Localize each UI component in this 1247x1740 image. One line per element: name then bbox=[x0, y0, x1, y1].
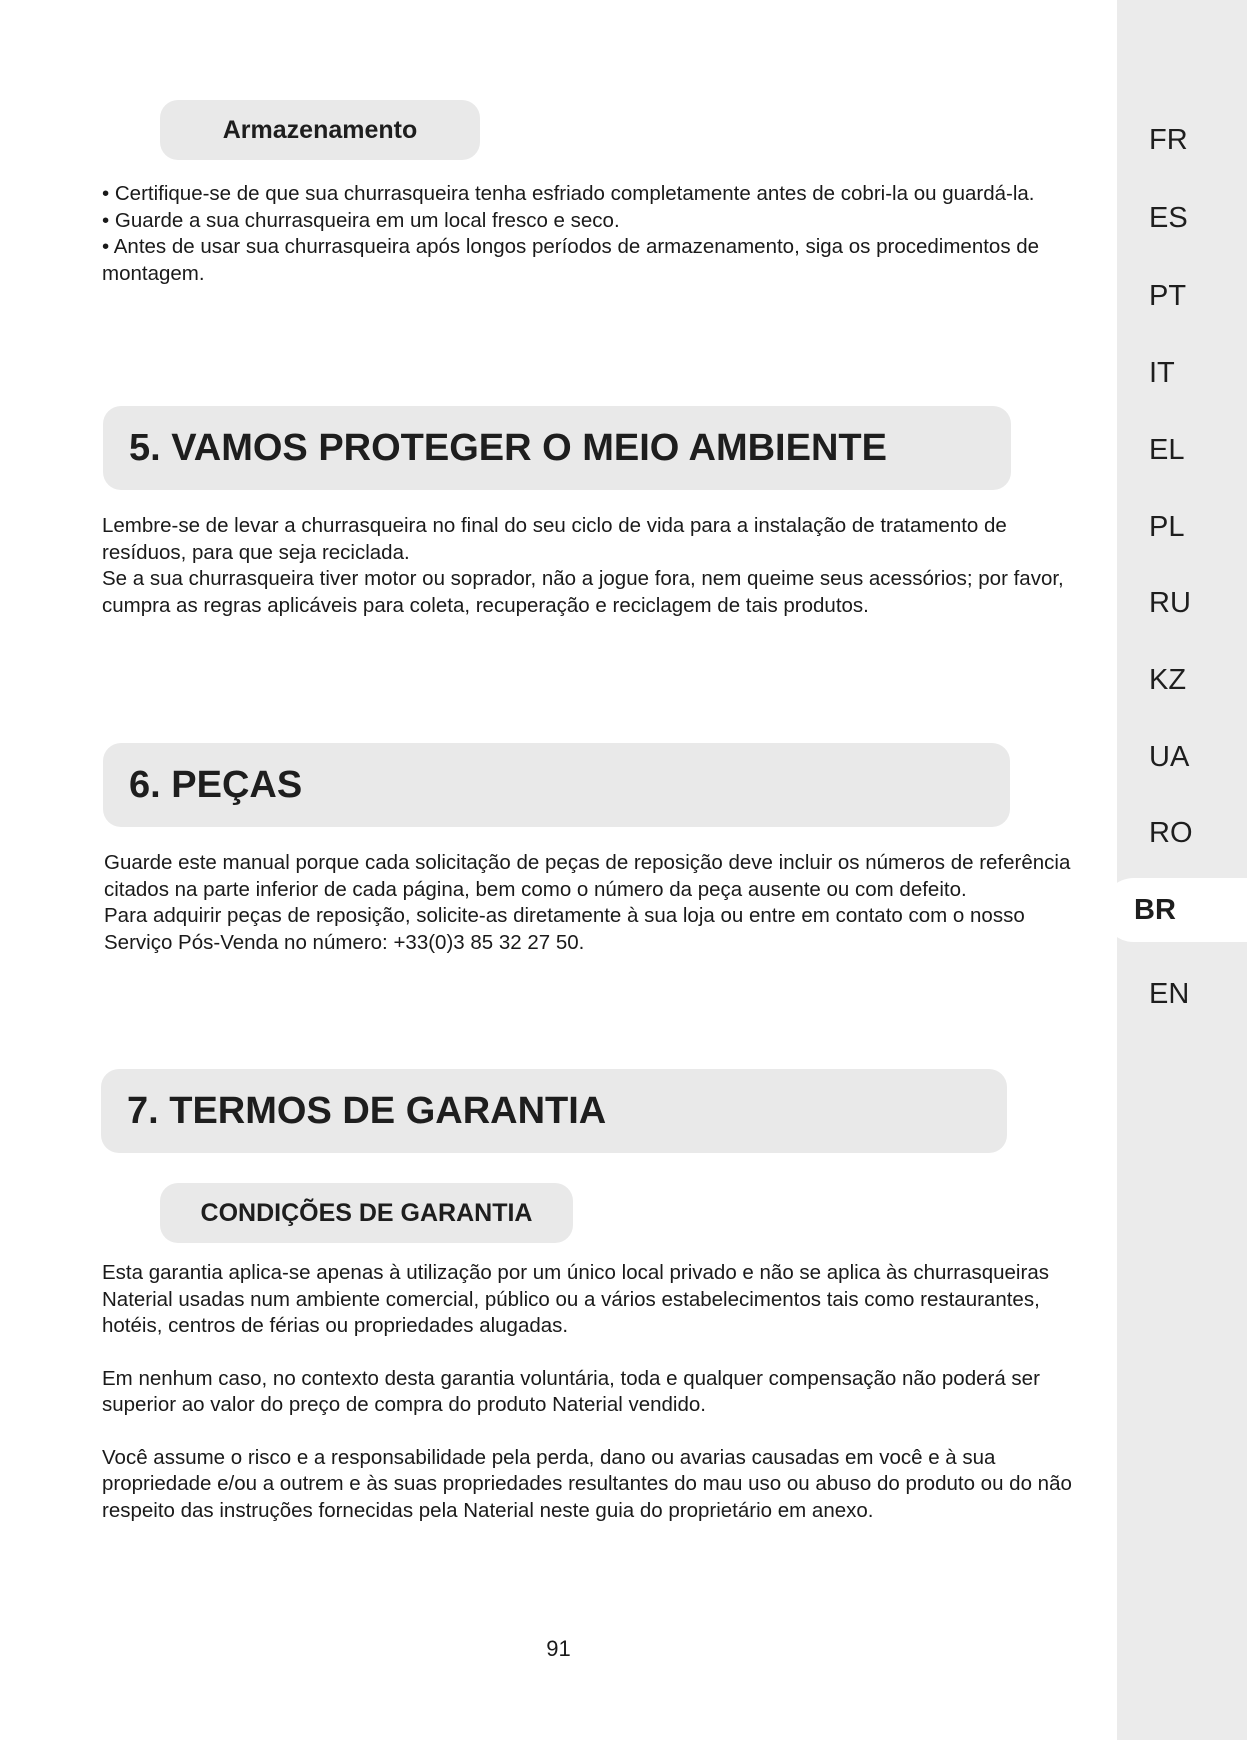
armazenamento-bullets bbox=[102, 181, 1082, 287]
garantia-paragraph-3: Você assume o risco e a responsabilidade pela perda, dano ou avarias causadas em você e à sua propriedade e/ou a outrem e às suas propriedades resultantes do mau uso ou abuso do produto ou do não respeito das instruções fornecidas pela Naterial neste guia do proprietário em anexo. bbox=[102, 1445, 1072, 1522]
armazenamento-bullet-1: • Certifique-se de que sua churrasqueira tenha esfriado completamente antes de cobri-la ou guardá-la. bbox=[102, 182, 1035, 205]
garantia-paragraph-1: Esta garantia aplica-se apenas à utilização por um único local privado e não se aplica às churrasqueiras Naterial usadas num ambiente comercial, público ou a vários estabelecimentos tais como restaurantes, hotéis, centros de férias ou propriedades alugadas. bbox=[102, 1261, 1049, 1337]
lang-tab-fr[interactable]: FR bbox=[1149, 124, 1188, 156]
garantia-heading: 7. TERMOS DE GARANTIA bbox=[101, 1069, 1007, 1153]
lang-tab-br[interactable]: BR bbox=[1102, 878, 1247, 942]
lang-tab-en[interactable]: EN bbox=[1149, 978, 1190, 1010]
garantia-subheading: CONDIÇÕES DE GARANTIA bbox=[160, 1183, 573, 1243]
pecas-paragraph-2: Para adquirir peças de reposição, solicite-as diretamente à sua loja ou entre em contato com o nosso Serviço Pós-Venda no número: +33(0)3 85 32 27 50. bbox=[104, 904, 1025, 954]
pecas-paragraph-1: Guarde este manual porque cada solicitação de peças de reposição deve incluir os números de referência citados na parte inferior de cada página, bem como o número da peça ausente ou com defeito. bbox=[104, 851, 1071, 901]
language-sidebar bbox=[1117, 0, 1247, 1740]
pecas-heading: 6. PEÇAS bbox=[103, 743, 1010, 827]
lang-tab-it[interactable]: IT bbox=[1149, 357, 1175, 389]
lang-tab-kz[interactable]: KZ bbox=[1149, 664, 1187, 696]
garantia-text bbox=[102, 1260, 1087, 1524]
armazenamento-bullet-3: • Antes de usar sua churrasqueira após longos períodos de armazenamento, siga os procedimentos de montagem. bbox=[102, 235, 1040, 285]
garantia-paragraph-2: Em nenhum caso, no contexto desta garantia voluntária, toda e qualquer compensação não poderá ser superior ao valor do preço de compra do produto Naterial vendido. bbox=[102, 1366, 1040, 1416]
page-number: 91 bbox=[546, 1636, 571, 1661]
lang-tab-ro[interactable]: RO bbox=[1149, 817, 1193, 849]
lang-tab-pl[interactable]: PL bbox=[1149, 511, 1185, 543]
meio-ambiente-paragraph-2: Se a sua churrasqueira tiver motor ou soprador, não a jogue fora, nem queime seus acessórios; por favor, cumpra as regras aplicáveis para coleta, recuperação e reciclagem de tais produtos. bbox=[102, 567, 1064, 617]
pecas-text bbox=[104, 850, 1079, 956]
lang-tab-ru[interactable]: RU bbox=[1149, 587, 1191, 619]
meio-ambiente-paragraph-1: Lembre-se de levar a churrasqueira no final do seu ciclo de vida para a instalação de tratamento de resíduos, para que seja reciclada. bbox=[102, 514, 1007, 564]
lang-tab-pt[interactable]: PT bbox=[1149, 280, 1187, 312]
lang-tab-es[interactable]: ES bbox=[1149, 202, 1188, 234]
meio-ambiente-text bbox=[102, 513, 1087, 619]
meio-ambiente-heading: 5. VAMOS PROTEGER O MEIO AMBIENTE bbox=[103, 406, 1011, 490]
armazenamento-bullet-2: • Guarde a sua churrasqueira em um local fresco e seco. bbox=[102, 208, 620, 232]
armazenamento-heading: Armazenamento bbox=[160, 100, 480, 160]
lang-tab-ua[interactable]: UA bbox=[1149, 741, 1190, 773]
lang-tab-el[interactable]: EL bbox=[1149, 434, 1185, 466]
